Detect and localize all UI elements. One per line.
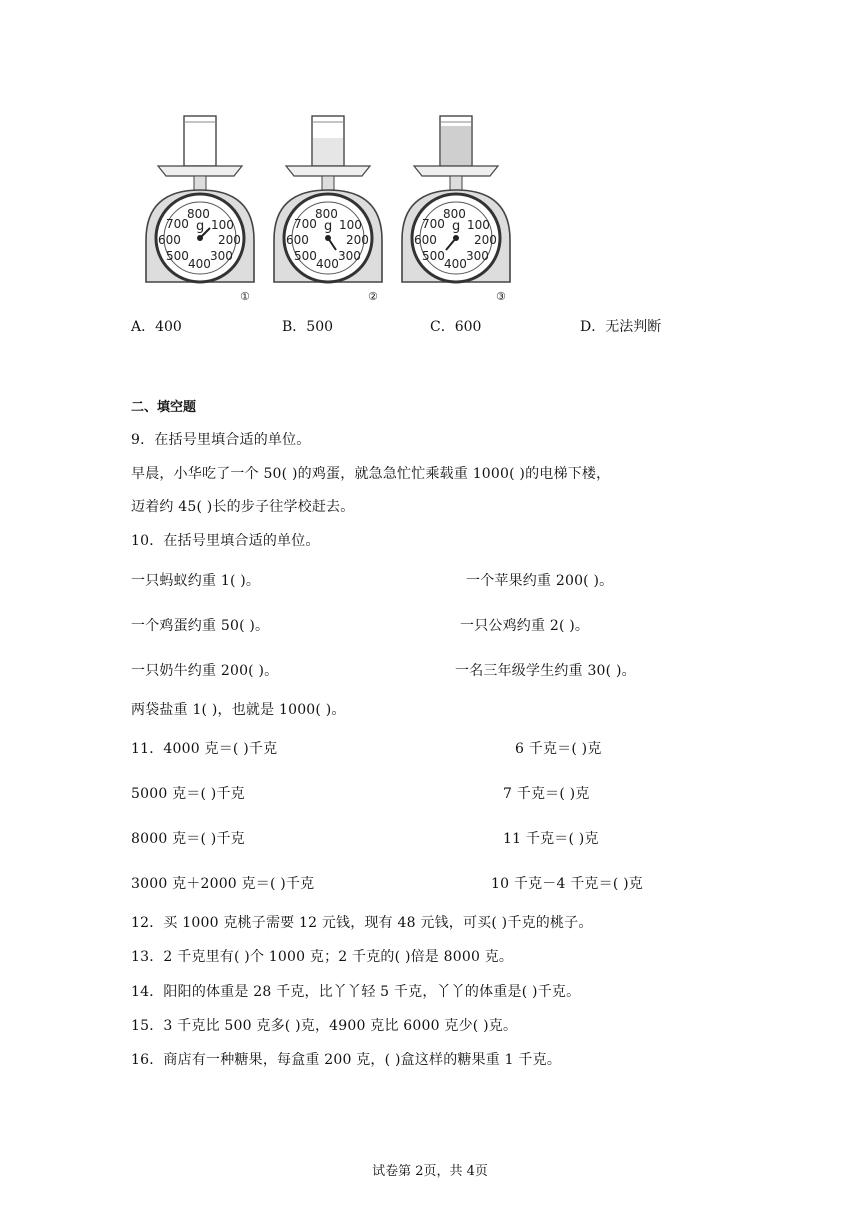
dial-number: 600: [414, 233, 437, 247]
scales-figure: [138, 110, 528, 310]
dial-unit: g: [196, 219, 205, 234]
dial-number: 300: [466, 249, 489, 263]
q16: 16．商店有一种糖果，每盒重 200 克，( )盒这样的糖果重 1 千克。: [131, 1052, 562, 1068]
kitchen-scale-3: [394, 110, 514, 306]
scale-label: ②: [368, 290, 378, 303]
page-footer: 试卷第 2页，共 4页: [372, 1164, 488, 1179]
dial-number: 400: [316, 257, 339, 271]
scale-label: ①: [240, 290, 250, 303]
dial-number: 100: [211, 218, 234, 232]
q10-item: 一只蚂蚁约重 1( )。: [131, 573, 261, 589]
q10-item: 一只奶牛约重 200( )。: [131, 663, 279, 679]
dial-number: 800: [315, 207, 338, 221]
dial-number: 200: [346, 233, 369, 247]
dial-number: 600: [158, 233, 181, 247]
dial-number: 400: [188, 257, 211, 271]
q10-title: 10．在括号里填合适的单位。: [131, 533, 320, 549]
dial-number: 200: [218, 233, 241, 247]
section-heading: 二、填空题: [131, 400, 197, 415]
q15: 15．3 千克比 500 克多( )克，4900 克比 6000 克少( )克。: [131, 1018, 518, 1034]
scale-label: ③: [496, 290, 506, 303]
dial-number: 600: [286, 233, 309, 247]
q10-item: 一只公鸡约重 2( )。: [460, 618, 590, 634]
q11-item: 7 千克＝( )克: [503, 786, 590, 802]
dial-unit: g: [452, 219, 461, 234]
q10-item: 一名三年级学生约重 30( )。: [455, 663, 636, 679]
option-d[interactable]: D．无法判断: [580, 319, 662, 335]
q9-line1: 早晨，小华吃了一个 50( )的鸡蛋，就急急忙忙乘载重 1000( )的电梯下楼，: [131, 466, 611, 482]
option-b[interactable]: B．500: [282, 319, 334, 335]
q11-item: 11．4000 克＝( )千克: [131, 741, 278, 757]
q11-item: 11 千克＝( )克: [503, 831, 599, 847]
q8-options: [0, 316, 860, 336]
kitchen-scale-2: [266, 110, 386, 306]
dial-number: 100: [339, 218, 362, 232]
option-a[interactable]: A．400: [131, 319, 182, 335]
dial-number: 400: [444, 257, 467, 271]
dial-number: 700: [422, 217, 445, 231]
dial-number: 500: [422, 249, 445, 263]
option-c[interactable]: C．600: [430, 319, 482, 335]
q11-item: 10 千克－4 千克＝( )克: [491, 876, 643, 892]
dial-number: 500: [294, 249, 317, 263]
q13: 13．2 千克里有( )个 1000 克；2 千克的( )倍是 8000 克。: [131, 949, 514, 965]
q11-item: 6 千克＝( )克: [515, 741, 602, 757]
dial-unit: g: [324, 219, 333, 234]
dial-number: 500: [166, 249, 189, 263]
dial-number: 700: [166, 217, 189, 231]
q11-item: 3000 克＋2000 克＝( )千克: [131, 876, 315, 892]
q14: 14．阳阳的体重是 28 千克，比丫丫轻 5 千克，丫丫的体重是( )千克。: [131, 984, 581, 1000]
dial-number: 200: [474, 233, 497, 247]
q11-item: 5000 克＝( )千克: [131, 786, 245, 802]
q9-line2: 迈着约 45( )长的步子往学校赶去。: [131, 499, 355, 515]
dial-number: 100: [467, 218, 490, 232]
q10-item: 一个苹果约重 200( )。: [466, 573, 614, 589]
q9-title: 9．在括号里填合适的单位。: [131, 432, 311, 448]
dial-number: 300: [338, 249, 361, 263]
kitchen-scale-1: [138, 110, 258, 306]
dial-number: 700: [294, 217, 317, 231]
q10-last: 两袋盐重 1( )，也就是 1000( )。: [131, 702, 346, 718]
dial-number: 800: [443, 207, 466, 221]
q10-item: 一个鸡蛋约重 50( )。: [131, 618, 270, 634]
dial-number: 300: [210, 249, 233, 263]
q11-item: 8000 克＝( )千克: [131, 831, 245, 847]
dial-number: 800: [187, 207, 210, 221]
q12: 12．买 1000 克桃子需要 12 元钱，现有 48 元钱，可买( )千克的桃子。: [131, 915, 593, 931]
